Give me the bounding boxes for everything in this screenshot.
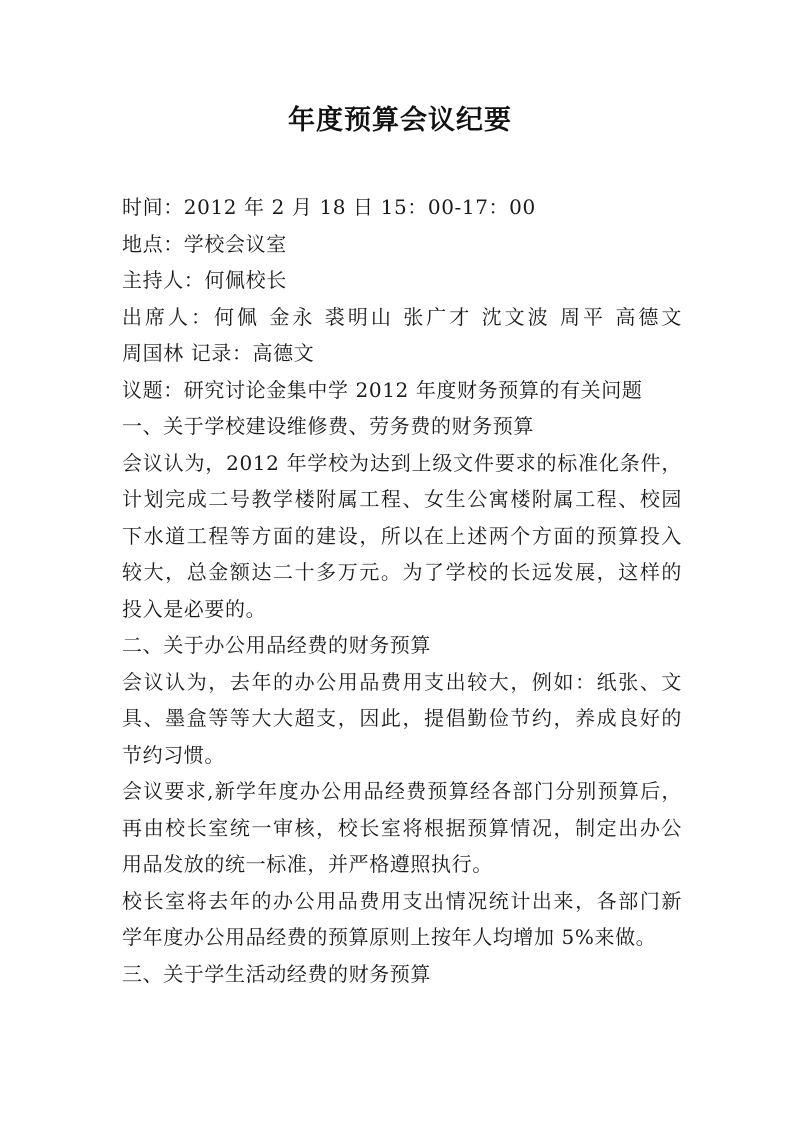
body-line: 校长室将去年的办公用品费用支出情况统计出来，各部门新 [122, 888, 682, 913]
body-line: 会议要求,新学年度办公用品经费预算经各部门分别预算后， [122, 779, 682, 803]
body-line: 三、关于学生活动经费的财务预算 [122, 961, 431, 986]
body-line: 会议认为，2012 年学校为达到上级文件要求的标准化条件， [122, 450, 682, 475]
body-line: 较大，总金额达二十多万元。为了学校的长远发展，这样的 [122, 560, 682, 584]
body-line: 二、关于办公用品经费的财务预算 [122, 633, 431, 657]
body-line: 会议认为，去年的办公用品费用支出较大，例如：纸张、文 [122, 669, 682, 694]
document-title: 年度预算会议纪要 [288, 105, 512, 136]
body-line: 具、墨盒等等大大超支，因此，提倡勤俭节约，养成良好的 [122, 706, 682, 730]
body-line: 再由校长室统一审核，校长室将根据预算情况，制定出办公 [122, 815, 682, 840]
body-line: 地点：学校会议室 [122, 231, 287, 256]
body-line: 节约习惯。 [122, 742, 225, 767]
body-line: 主持人：何佩校长 [122, 268, 287, 292]
body-line: 下水道工程等方面的建设，所以在上述两个方面的预算投入 [122, 523, 682, 548]
body-line: 一、关于学校建设维修费、劳务费的财务预算 [122, 414, 534, 438]
body-line: 用品发放的统一标准，并严格遵照执行。 [122, 852, 493, 876]
document-body [122, 189, 682, 992]
body-line: 时间：2012 年 2 月 18 日 15：00-17：00 [122, 195, 536, 219]
body-line: 学年度办公用品经费的预算原则上按年人均增加 5%来做。 [122, 925, 657, 949]
body-line: 计划完成二号教学楼附属工程、女生公寓楼附属工程、校园 [122, 487, 682, 511]
body-line: 出席人：何佩 金永 裘明山 张广才 沈文波 周平 高德文 [122, 304, 682, 329]
body-line: 投入是必要的。 [122, 596, 267, 621]
body-line: 周国林 记录：高德文 [122, 341, 315, 365]
body-line: 议题：研究讨论金集中学 2012 年度财务预算的有关问题 [122, 377, 643, 402]
